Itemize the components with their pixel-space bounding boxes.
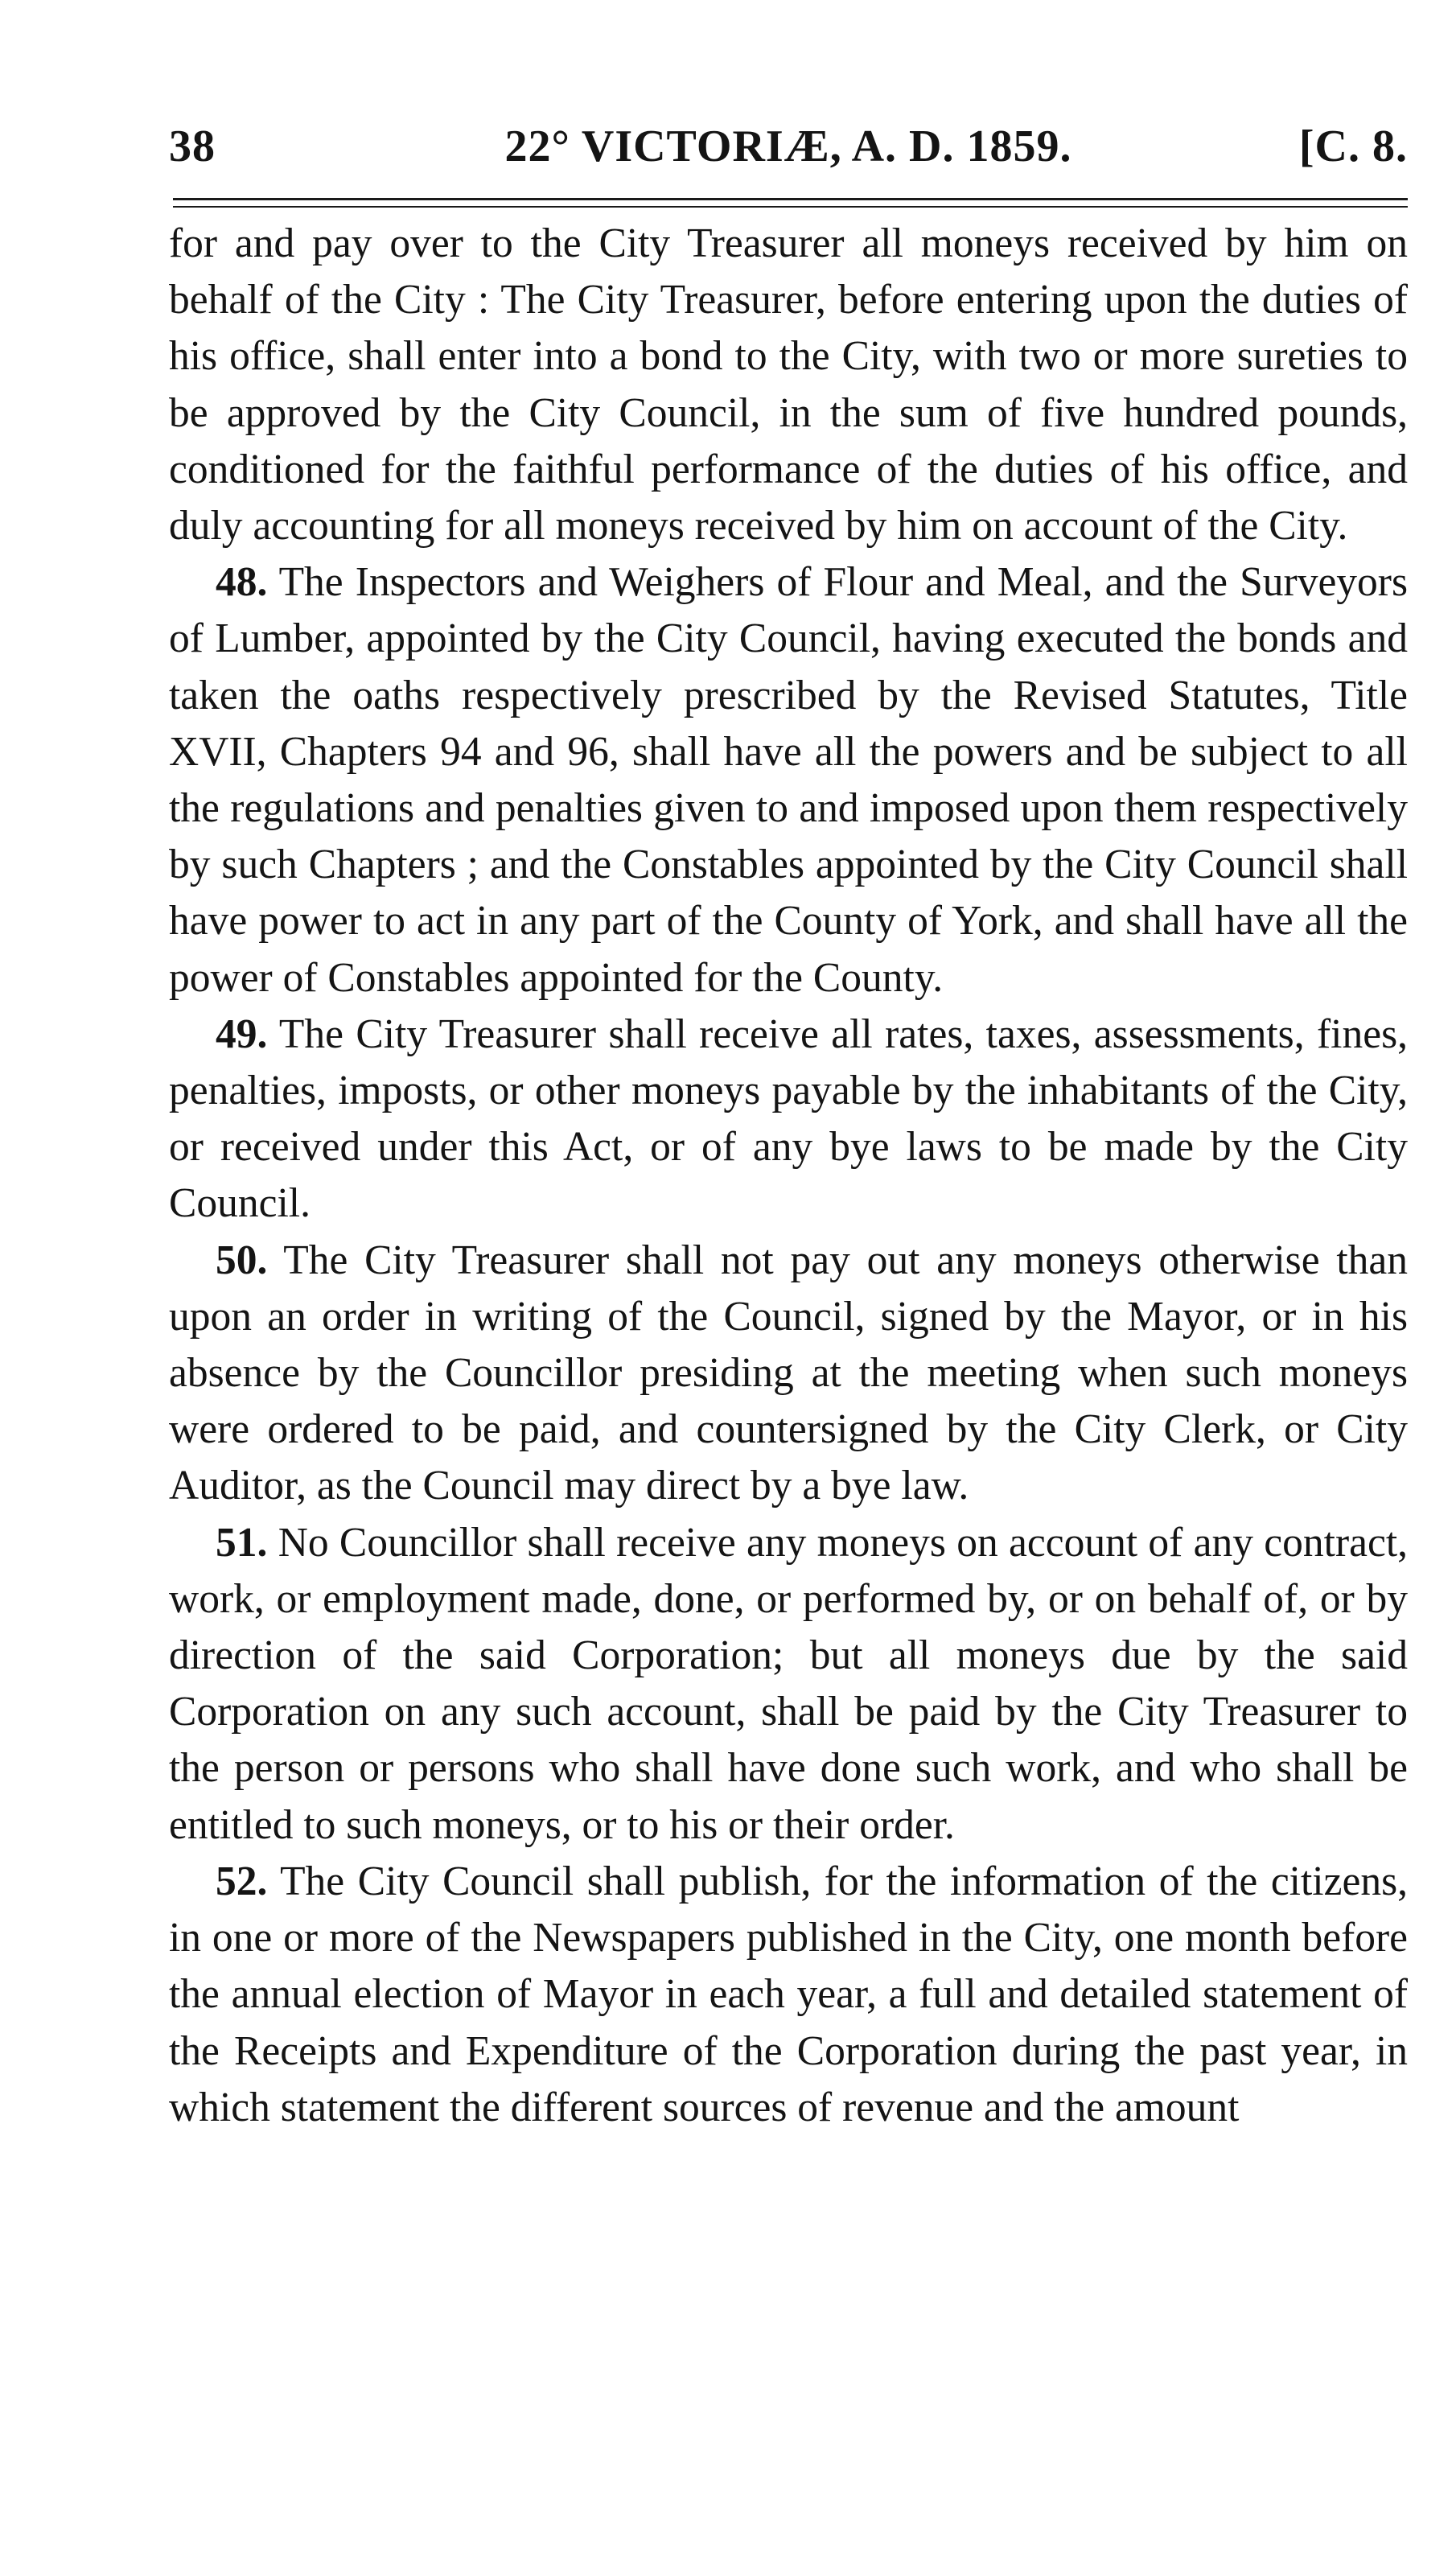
- section-number: 50.: [216, 1237, 268, 1283]
- running-head: [169, 121, 1408, 185]
- running-head-title: 22° VICTORIÆ, A. D. 1859.: [504, 121, 1072, 171]
- header-rule-bottom: [173, 206, 1408, 208]
- section-52: [169, 1854, 1408, 2136]
- section-number: 52.: [216, 1858, 268, 1904]
- section-49: [169, 1006, 1408, 1233]
- section-48: [169, 554, 1408, 1006]
- section-number: 48.: [216, 559, 268, 606]
- page-number: 38: [169, 121, 216, 171]
- header-rule-top: [173, 198, 1408, 200]
- section-text: No Councillor shall receive any moneys on account of any contract, work, or employment made, done, or performed by, or on behalf of, or by direction of the said Corporation; but all moneys due by the said Corporation on any such account, shall be paid by the City Treasurer to the person or persons who shall have done such work, and who shall be entitled to such moneys, or to his or their order.: [169, 1519, 1409, 1848]
- statute-text: [169, 216, 1408, 2136]
- section-text: The City Treasurer shall not pay out any moneys otherwise than upon an order in writing of the Council, signed by the Mayor, or in his absence by the Councillor presiding at the meeting when such moneys were ordered to be paid, and countersigned by the City Clerk, or City Auditor, as the Council may direct by a bye law.: [169, 1237, 1408, 1509]
- section-text: The Inspectors and Weighers of Flour and Meal, and the Surveyors of Lumber, appointed by the City Council, having executed the bonds and taken the oaths respectively prescribed by the Revised Statutes, Title XVII, Chapters 94 and 96, shall have all the powers and be subject to all the regulations and penalties given to and imposed upon them respectively by such Chapters ; and the Constables appointed by the City Council shall have power to act in any part of the County of York, and shall have all the power of Constables appointed for the County.: [169, 559, 1408, 1001]
- section-number: 49.: [216, 1010, 268, 1057]
- chapter-reference: [C. 8.: [1298, 121, 1408, 171]
- continuation-paragraph: for and pay over to the City Treasurer all moneys received by him on behalf of the City : The City Treasurer, before entering upon the duties of his office, shall enter into a bond to the City, with two or more sureties to be approved by the City Council, in the sum of five hundred pounds, conditioned for the faithful performance of the duties of his office, and duly accounting for all moneys received by him on account of the City.: [169, 220, 1408, 549]
- section-51: [169, 1515, 1408, 1854]
- section-text: The City Treasurer shall receive all rates, taxes, assessments, fines, penalties, imposts, or other moneys payable by the inhabitants of the City, or received under this Act, or of any bye laws to be made by the City Council.: [169, 1010, 1408, 1227]
- section-number: 51.: [216, 1519, 268, 1566]
- section-50: [169, 1233, 1408, 1515]
- section-text: The City Council shall publish, for the information of the citizens, in one or more of the Newspapers published in the City, one month before the annual election of Mayor in each year, a full and detailed statement of the Receipts and Expenditure of the Corporation during the past year, in which statement the different sources of revenue and the amount: [169, 1858, 1408, 2130]
